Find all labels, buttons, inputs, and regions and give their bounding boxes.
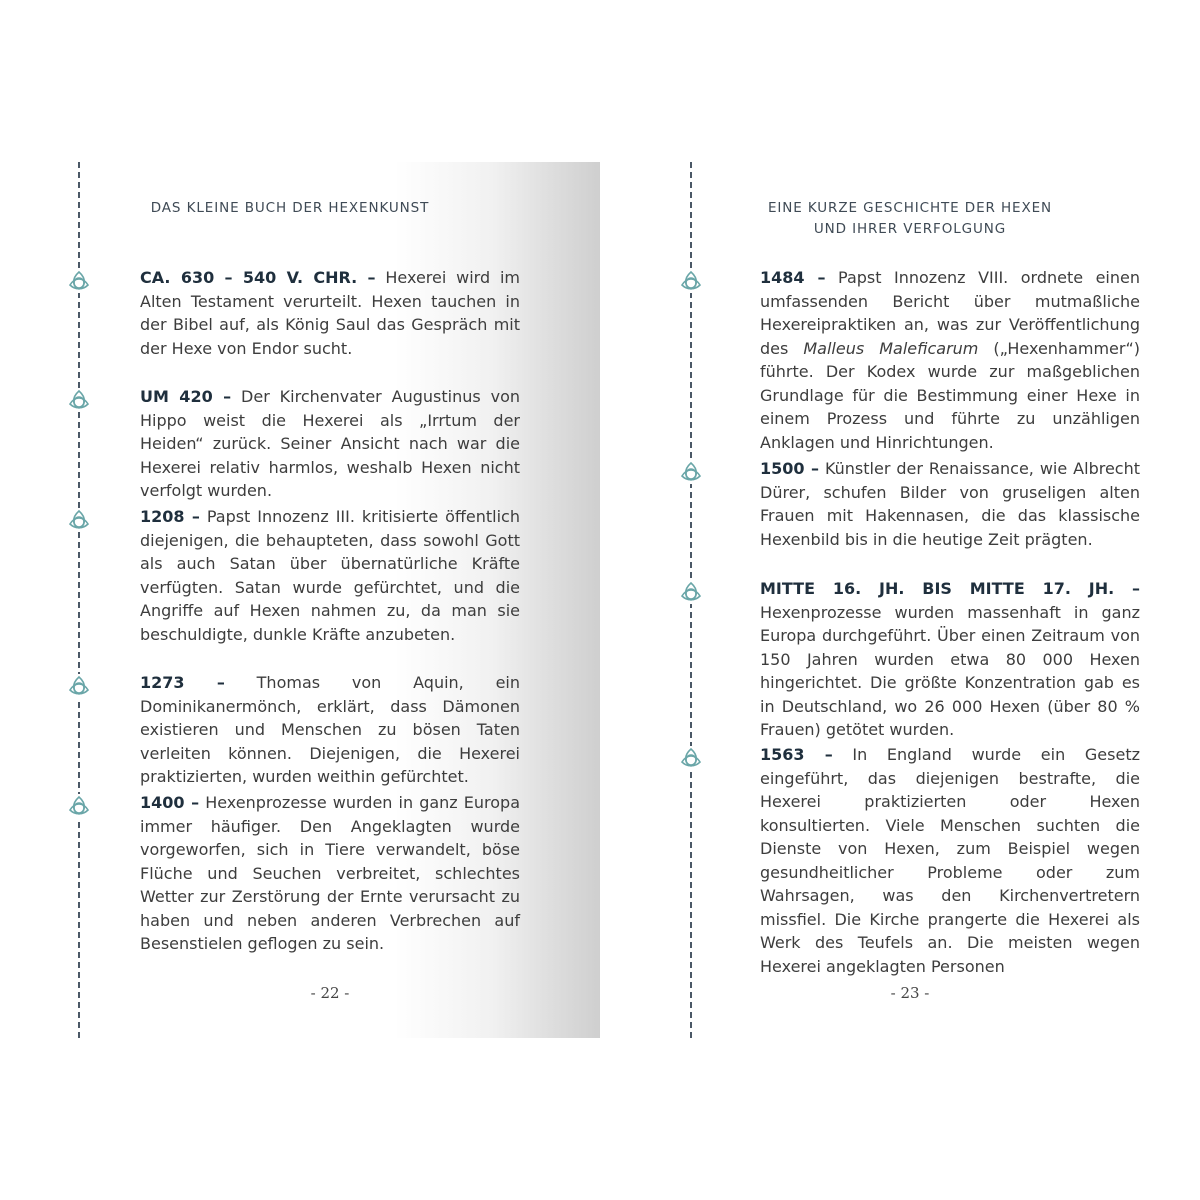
- entry-text: Hexenprozesse wurden massenhaft in ganz Europa durchgeführt. Über einen Zeitraum von 150 Jahren wurden etwa 80 000 Hexen hingerichtet. Die größte Konzentration gab es in Deutschland, wo 26 000 Hexen (über 80 % Frauen) getötet wurden.: [760, 602, 1140, 739]
- timeline-entry: 1484 – Papst Innozenz VIII. ordnete einen umfassenden Bericht über mutmaßliche Hexereipraktiken an, was zur Veröffentlichung des Malleus Maleficarum („Hexenhammer“) führte. Der Kodex wurde zur maßgeblichen Grundlage für die Bestimmung einer Hexe in einem Prozess und führte zu unzähligen Anklagen und Hinrichtungen.: [760, 268, 1140, 452]
- page-number-left: - 22 -: [310, 984, 350, 1002]
- timeline-entry: 1563 – In England wurde ein Gesetz eingeführt, das diejenigen bestrafte, die Hexerei praktizierten oder Hexen konsultierten. Viele Menschen suchten die Dienste von Hexen, zum Beispiel wegen gesundheitlicher Probleme oder zum Wahrsagen, was den Kirchenvertretern missfiel. Die Kirche prangerte die Hexerei als Werk des Teufels an. Die meisten wegen Hexerei angeklagten Personen: [760, 745, 1140, 976]
- triquetra-knot-icon: [67, 508, 91, 532]
- triquetra-knot-icon: [679, 746, 703, 770]
- entry-text: Der Kirchenvater Augustinus von Hippo weist die Hexerei als „Irrtum der Heiden“ zurück. Seiner Ansicht nach war die Hexerei relativ harmlos, weshalb Hexen nicht verfolgt wurden.: [140, 387, 521, 500]
- entry-italic-title: Malleus Maleficarum: [803, 338, 979, 358]
- entry-text: In England wurde ein Gesetz eingeführt, das diejenigen bestrafte, die Hexerei praktizierten oder Hexen konsultierten. Viele Menschen suchten die Dienste von Hexen, zum Beispiel wegen gesundheitlicher Probleme oder zum Wahrsagen, was den Kirchenvertretern missfiel. Die Kirche prangerte die Hexerei als Werk des Teufels an. Die meisten wegen Hexerei angeklagten Personen: [760, 745, 1140, 976]
- left-page: [60, 162, 600, 1038]
- timeline-entry: 1500 – Künstler der Renaissance, wie Albrecht Dürer, schufen Bilder von gruseligen alten Frauen mit Hakennasen, die das klassische Hexenbild bis in die heutige Zeit prägten.: [760, 459, 1140, 549]
- entry-text: Hexenprozesse wurden in ganz Europa immer häufiger. Den Angeklagten wurde vorgeworfen, sich in Tiere verwandelt, böse Flüche und Seuchen verbreitet, schlechtes Wetter zur Zerstörung der Ernte verursacht zu haben und neben anderen Verbrechen auf Besenstielen geflogen zu sein.: [140, 793, 520, 953]
- page-number-right: - 23 -: [890, 984, 930, 1002]
- entry-year: 1273: [140, 673, 185, 692]
- entry-year: 1563: [760, 745, 805, 764]
- timeline-entry: UM 420 – Der Kirchenvater Augustinus von Hippo weist die Hexerei als „Irrtum der Heiden“ zurück. Seiner Ansicht nach war die Hexerei relativ harmlos, weshalb Hexen nicht verfolgt wurden.: [140, 387, 521, 500]
- triquetra-knot-icon: [679, 580, 703, 604]
- triquetra-knot-icon: [67, 388, 91, 412]
- triquetra-knot-icon: [679, 269, 703, 293]
- timeline-entry: 1273 – Thomas von Aquin, ein Dominikanermönch, erklärt, dass Dämonen existieren und Menschen zu bösen Taten verleiten können. Diejenigen, die Hexerei praktizierten, wurden weithin gefürchtet.: [140, 673, 521, 786]
- timeline-entry: 1400 – Hexenprozesse wurden in ganz Europa immer häufiger. Den Angeklagten wurde vorgeworfen, sich in Tiere verwandelt, böse Flüche und Seuchen verbreitet, schlechtes Wetter zur Zerstörung der Ernte verursacht zu haben und neben anderen Verbrechen auf Besenstielen geflogen zu sein.: [140, 793, 520, 953]
- running-head-line-2: UND IHRER VERFOLGUNG: [813, 221, 1007, 237]
- running-head-left: DAS KLEINE BUCH DER HEXENKUNST: [150, 200, 430, 216]
- entry-year: 1400: [140, 793, 185, 812]
- timeline-entry: 1208 – Papst Innozenz III. kritisierte öffentlich diejenigen, die behaupteten, dass sowohl Gott als auch Satan über übernatürliche Kräfte verfügten. Satan wurde gefürchtet, und die Angriffe auf Hexen nahmen zu, da man sie beschuldigte, dunkle Kräfte anzubeten.: [140, 507, 520, 644]
- entry-year: MITTE 16. JH. BIS MITTE 17. JH.: [760, 579, 1115, 598]
- entry-text-after: („Hexenhammer“) führte. Der Kodex wurde zur maßgeblichen Grundlage für die Bestimmung einer Hexe in einem Prozess und führte zu unzähligen Anklagen und Hinrichtungen.: [760, 338, 1140, 452]
- entry-year: 1484: [760, 268, 805, 287]
- entry-year: CA. 630 – 540 V. CHR.: [140, 268, 358, 287]
- entry-text: Künstler der Renaissance, wie Albrecht Dürer, schufen Bilder von gruseligen alten Frauen mit Hakennasen, die das klassische Hexenbild bis in die heutige Zeit prägten.: [760, 459, 1140, 549]
- timeline-entry: CA. 630 – 540 V. CHR. – Hexerei wird im Alten Testament verurteilt. Hexen tauchen in der Bibel auf, als König Saul das Gespräch mit der Hexe von Endor sucht.: [140, 268, 521, 358]
- entry-text: Papst Innozenz III. kritisierte öffentlich diejenigen, die behaupteten, dass sowohl Gott als auch Satan über übernatürliche Kräfte verfügten. Satan wurde gefürchtet, und die Angriffe auf Hexen nahmen zu, da man sie beschuldigte, dunkle Kräfte anzubeten.: [140, 507, 520, 644]
- triquetra-knot-icon: [67, 674, 91, 698]
- running-head-right: [740, 198, 1080, 240]
- right-page: [600, 162, 1140, 1038]
- entry-year: 1208: [140, 507, 185, 526]
- entry-text: Papst Innozenz VIII. ordnete einen umfassenden Bericht über mutmaßliche Hexereipraktiken an, was zur Veröffentlichung des: [760, 268, 1140, 358]
- entry-year: UM 420: [140, 387, 213, 406]
- entry-year: 1500: [760, 459, 805, 478]
- entry-text: Thomas von Aquin, ein Dominikanermönch, erklärt, dass Dämonen existieren und Menschen zu bösen Taten verleiten können. Diejenigen, die Hexerei praktizierten, wurden weithin gefürchtet.: [140, 673, 521, 786]
- running-head-line-1: EINE KURZE GESCHICHTE DER HEXEN: [767, 200, 1053, 216]
- triquetra-knot-icon: [67, 794, 91, 818]
- entry-text: Hexerei wird im Alten Testament verurteilt. Hexen tauchen in der Bibel auf, als König Saul das Gespräch mit der Hexe von Endor sucht.: [140, 268, 521, 358]
- triquetra-knot-icon: [679, 460, 703, 484]
- dotted-margin-line: [78, 162, 80, 1038]
- triquetra-knot-icon: [67, 269, 91, 293]
- timeline-entry: MITTE 16. JH. BIS MITTE 17. JH. – Hexenprozesse wurden massenhaft in ganz Europa durchgeführt. Über einen Zeitraum von 150 Jahren wurden etwa 80 000 Hexen hingerichtet. Die größte Konzentration gab es in Deutschland, wo 26 000 Hexen (über 80 % Frauen) getötet wurden.: [760, 579, 1140, 739]
